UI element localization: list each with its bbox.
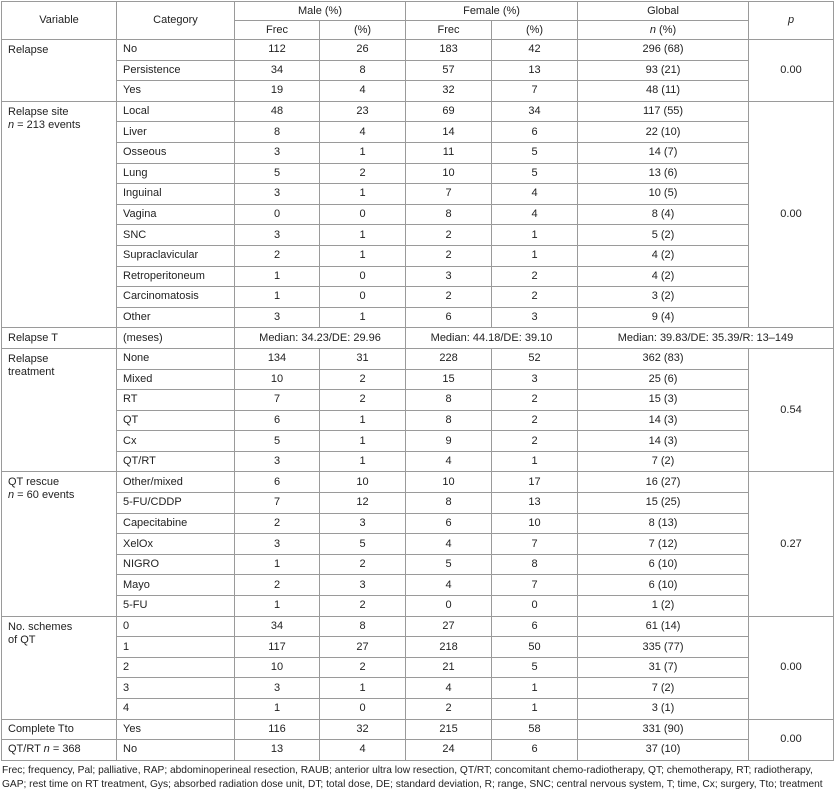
variable-n-label: n: [43, 743, 50, 756]
male-pct-cell: 31: [320, 348, 406, 369]
table-row: [2, 81, 834, 102]
table-row: [2, 451, 834, 472]
male-pct-cell: 2: [320, 554, 406, 575]
header-female: Female (%): [406, 2, 578, 21]
male-frec-cell: 3: [235, 184, 320, 205]
category-cell: Lung: [117, 163, 235, 184]
male-frec-cell: 48: [235, 101, 320, 122]
table-row: [2, 204, 834, 225]
table-row: [2, 678, 834, 699]
male-pct-cell: 1: [320, 225, 406, 246]
category-cell: 3: [117, 678, 235, 699]
variable-label: QT/RT: [8, 743, 44, 756]
category-cell: SNC: [117, 225, 235, 246]
male-pct-cell: 1: [320, 307, 406, 328]
category-cell: Mayo: [117, 575, 235, 596]
male-pct-cell: 5: [320, 534, 406, 555]
table-row: [2, 554, 834, 575]
category-cell: Osseous: [117, 142, 235, 163]
female-pct-cell: 2: [492, 390, 578, 411]
variable-label: QT rescue: [8, 476, 60, 489]
table-row: [2, 431, 834, 452]
male-pct-cell: 8: [320, 616, 406, 637]
category-cell: Carcinomatosis: [117, 287, 235, 308]
category-cell: No: [117, 740, 235, 761]
header-p-text: p: [787, 14, 795, 26]
variable-label: treatment: [8, 365, 55, 378]
female-frec-cell: 4: [406, 575, 492, 596]
male-frec-cell: 1: [235, 287, 320, 308]
male-median-cell: Median: 34.23/DE: 29.96: [235, 328, 406, 349]
male-pct-cell: 1: [320, 451, 406, 472]
female-frec-cell: 57: [406, 60, 492, 81]
female-pct-cell: 7: [492, 575, 578, 596]
variable-cell: [2, 101, 117, 328]
female-frec-cell: 11: [406, 142, 492, 163]
female-pct-cell: 2: [492, 410, 578, 431]
female-frec-cell: 6: [406, 513, 492, 534]
male-frec-cell: 2: [235, 513, 320, 534]
male-frec-cell: 10: [235, 657, 320, 678]
category-cell: Capecitabine: [117, 513, 235, 534]
female-pct-cell: 4: [492, 184, 578, 205]
global-cell: 37 (10): [578, 740, 749, 761]
table-row: [2, 245, 834, 266]
female-pct-cell: 3: [492, 369, 578, 390]
male-pct-cell: 1: [320, 431, 406, 452]
male-frec-cell: 134: [235, 348, 320, 369]
results-table: [1, 1, 834, 761]
header-global: Global: [578, 2, 749, 21]
global-cell: 14 (3): [578, 410, 749, 431]
male-frec-cell: 112: [235, 40, 320, 61]
female-frec-cell: 8: [406, 410, 492, 431]
variable-label: Relapse site: [8, 105, 69, 118]
global-cell: 7 (2): [578, 678, 749, 699]
table-row: [2, 348, 834, 369]
female-pct-cell: 2: [492, 287, 578, 308]
category-cell: 2: [117, 657, 235, 678]
female-frec-cell: 183: [406, 40, 492, 61]
male-pct-cell: 10: [320, 472, 406, 493]
category-cell: None: [117, 348, 235, 369]
male-frec-cell: 13: [235, 740, 320, 761]
category-cell: Liver: [117, 122, 235, 143]
female-median-cell: Median: 44.18/DE: 39.10: [406, 328, 578, 349]
category-cell: 1: [117, 637, 235, 658]
male-frec-cell: 117: [235, 637, 320, 658]
category-cell: Mixed: [117, 369, 235, 390]
table-row: [2, 534, 834, 555]
female-pct-cell: 7: [492, 81, 578, 102]
table-row: [2, 637, 834, 658]
male-frec-cell: 3: [235, 142, 320, 163]
table-row: [2, 101, 834, 122]
global-cell: 3 (1): [578, 699, 749, 720]
female-frec-cell: 21: [406, 657, 492, 678]
female-frec-cell: 7: [406, 184, 492, 205]
female-pct-cell: 1: [492, 245, 578, 266]
table-row: [2, 60, 834, 81]
female-pct-cell: 42: [492, 40, 578, 61]
variable-label: Relapse: [8, 44, 49, 56]
female-frec-cell: 2: [406, 225, 492, 246]
category-cell: Persistence: [117, 60, 235, 81]
female-frec-cell: 15: [406, 369, 492, 390]
category-cell: (meses): [117, 328, 235, 349]
male-pct-cell: 3: [320, 575, 406, 596]
female-frec-cell: 4: [406, 534, 492, 555]
female-frec-cell: 3: [406, 266, 492, 287]
female-pct-cell: 2: [492, 431, 578, 452]
male-pct-cell: 27: [320, 637, 406, 658]
p-value-cell: 0.27: [749, 472, 834, 616]
male-pct-cell: 1: [320, 410, 406, 431]
female-pct-cell: 4: [492, 204, 578, 225]
female-pct-cell: 13: [492, 60, 578, 81]
male-frec-cell: 0: [235, 204, 320, 225]
category-cell: 5-FU: [117, 596, 235, 617]
variable-label: of QT: [8, 633, 36, 646]
global-cell: 335 (77): [578, 637, 749, 658]
variable-n-value: = 60 events: [14, 489, 75, 502]
global-cell: 1 (2): [578, 596, 749, 617]
header-male: Male (%): [235, 2, 406, 21]
female-frec-cell: 0: [406, 596, 492, 617]
global-median-cell: Median: 39.83/DE: 35.39/R: 13–149: [578, 328, 834, 349]
global-cell: 15 (3): [578, 390, 749, 411]
global-cell: 93 (21): [578, 60, 749, 81]
male-frec-cell: 2: [235, 575, 320, 596]
female-pct-cell: 0: [492, 596, 578, 617]
global-cell: 5 (2): [578, 225, 749, 246]
male-pct-cell: 1: [320, 245, 406, 266]
male-pct-cell: 1: [320, 184, 406, 205]
female-frec-cell: 24: [406, 740, 492, 761]
table-row: [2, 122, 834, 143]
male-frec-cell: 116: [235, 719, 320, 740]
male-pct-cell: 2: [320, 657, 406, 678]
female-pct-cell: 8: [492, 554, 578, 575]
female-pct-cell: 3: [492, 307, 578, 328]
female-pct-cell: 58: [492, 719, 578, 740]
global-cell: 22 (10): [578, 122, 749, 143]
male-frec-cell: 3: [235, 225, 320, 246]
male-pct-cell: 0: [320, 699, 406, 720]
male-frec-cell: 8: [235, 122, 320, 143]
table-row: [2, 390, 834, 411]
header-global-pct: (%): [655, 23, 677, 36]
global-cell: 6 (10): [578, 575, 749, 596]
male-frec-cell: 1: [235, 554, 320, 575]
table-row: [2, 575, 834, 596]
global-cell: 14 (3): [578, 431, 749, 452]
male-frec-cell: 19: [235, 81, 320, 102]
female-frec-cell: 2: [406, 699, 492, 720]
global-cell: 10 (5): [578, 184, 749, 205]
female-pct-cell: 7: [492, 534, 578, 555]
male-pct-cell: 0: [320, 266, 406, 287]
male-frec-cell: 5: [235, 431, 320, 452]
global-cell: 331 (90): [578, 719, 749, 740]
female-frec-cell: 8: [406, 390, 492, 411]
female-pct-cell: 1: [492, 699, 578, 720]
category-cell: RT: [117, 390, 235, 411]
male-pct-cell: 23: [320, 101, 406, 122]
male-frec-cell: 1: [235, 266, 320, 287]
female-frec-cell: 8: [406, 204, 492, 225]
table-row: [2, 225, 834, 246]
category-cell: Cx: [117, 431, 235, 452]
male-pct-cell: 12: [320, 493, 406, 514]
table-row: [2, 142, 834, 163]
female-frec-cell: 4: [406, 678, 492, 699]
variable-n-value: = 368: [49, 743, 81, 756]
table-row: [2, 616, 834, 637]
female-frec-cell: 32: [406, 81, 492, 102]
variable-cell: [2, 740, 117, 761]
global-cell: 8 (13): [578, 513, 749, 534]
category-cell: Yes: [117, 719, 235, 740]
p-value-cell: 0.00: [749, 101, 834, 328]
male-frec-cell: 7: [235, 390, 320, 411]
global-cell: 6 (10): [578, 554, 749, 575]
female-frec-cell: 10: [406, 163, 492, 184]
category-cell: 4: [117, 699, 235, 720]
variable-label: No. schemes: [8, 620, 73, 633]
header-male-frec: Frec: [235, 21, 320, 40]
male-pct-cell: 2: [320, 369, 406, 390]
male-pct-cell: 0: [320, 204, 406, 225]
p-value-cell: 0.54: [749, 348, 834, 472]
female-frec-cell: 4: [406, 451, 492, 472]
global-cell: 16 (27): [578, 472, 749, 493]
female-pct-cell: 6: [492, 122, 578, 143]
global-cell: 14 (7): [578, 142, 749, 163]
female-pct-cell: 5: [492, 163, 578, 184]
variable-cell: [2, 616, 117, 719]
female-frec-cell: 2: [406, 287, 492, 308]
female-pct-cell: 5: [492, 142, 578, 163]
variable-cell: Complete Tto: [2, 719, 117, 740]
female-frec-cell: 27: [406, 616, 492, 637]
header-female-frec: Frec: [406, 21, 492, 40]
female-pct-cell: 17: [492, 472, 578, 493]
male-frec-cell: 3: [235, 307, 320, 328]
table-row: [2, 513, 834, 534]
male-frec-cell: 3: [235, 678, 320, 699]
table-row: [2, 307, 834, 328]
variable-n-label: n: [8, 489, 15, 502]
male-frec-cell: 6: [235, 410, 320, 431]
female-frec-cell: 218: [406, 637, 492, 658]
table-row: [2, 699, 834, 720]
global-cell: 8 (4): [578, 204, 749, 225]
variable-n-value: = 213 events: [14, 118, 81, 131]
global-cell: 7 (12): [578, 534, 749, 555]
global-cell: 15 (25): [578, 493, 749, 514]
female-pct-cell: 52: [492, 348, 578, 369]
table-row: [2, 596, 834, 617]
table-row: [2, 266, 834, 287]
female-pct-cell: 5: [492, 657, 578, 678]
male-pct-cell: 2: [320, 163, 406, 184]
global-cell: 61 (14): [578, 616, 749, 637]
category-cell: Retroperitoneum: [117, 266, 235, 287]
global-cell: 4 (2): [578, 245, 749, 266]
table-row: [2, 410, 834, 431]
table-body: [2, 40, 834, 761]
male-frec-cell: 34: [235, 616, 320, 637]
header-variable: Variable: [2, 2, 117, 40]
male-pct-cell: 8: [320, 60, 406, 81]
male-frec-cell: 10: [235, 369, 320, 390]
male-frec-cell: 1: [235, 596, 320, 617]
table-row: [2, 472, 834, 493]
female-pct-cell: 50: [492, 637, 578, 658]
category-cell: QT/RT: [117, 451, 235, 472]
female-frec-cell: 228: [406, 348, 492, 369]
male-frec-cell: 1: [235, 699, 320, 720]
variable-cell: Relapse T: [2, 328, 117, 349]
female-frec-cell: 8: [406, 493, 492, 514]
table-row: [2, 40, 834, 61]
male-pct-cell: 32: [320, 719, 406, 740]
header-male-pct: (%): [320, 21, 406, 40]
female-pct-cell: 34: [492, 101, 578, 122]
male-frec-cell: 3: [235, 451, 320, 472]
global-cell: 296 (68): [578, 40, 749, 61]
category-cell: 0: [117, 616, 235, 637]
male-pct-cell: 4: [320, 81, 406, 102]
male-frec-cell: 6: [235, 472, 320, 493]
header-category: Category: [117, 2, 235, 40]
female-pct-cell: 1: [492, 225, 578, 246]
global-cell: 4 (2): [578, 266, 749, 287]
global-cell: 9 (4): [578, 307, 749, 328]
category-cell: Yes: [117, 81, 235, 102]
female-frec-cell: 69: [406, 101, 492, 122]
table-row: [2, 287, 834, 308]
female-pct-cell: 13: [492, 493, 578, 514]
category-cell: Supraclavicular: [117, 245, 235, 266]
header-p: [749, 2, 834, 40]
male-frec-cell: 3: [235, 534, 320, 555]
global-cell: 7 (2): [578, 451, 749, 472]
variable-cell: [2, 348, 117, 472]
male-pct-cell: 1: [320, 142, 406, 163]
male-pct-cell: 0: [320, 287, 406, 308]
male-pct-cell: 4: [320, 740, 406, 761]
table-container: [0, 1, 834, 792]
header-female-pct: (%): [492, 21, 578, 40]
global-cell: 25 (6): [578, 369, 749, 390]
female-frec-cell: 6: [406, 307, 492, 328]
female-pct-cell: 1: [492, 451, 578, 472]
female-frec-cell: 215: [406, 719, 492, 740]
female-pct-cell: 6: [492, 616, 578, 637]
table-row: [2, 719, 834, 740]
female-frec-cell: 5: [406, 554, 492, 575]
global-cell: 31 (7): [578, 657, 749, 678]
male-frec-cell: 7: [235, 493, 320, 514]
category-cell: Inguinal: [117, 184, 235, 205]
p-value-cell: 0.00: [749, 719, 834, 760]
table-row: [2, 657, 834, 678]
table-row: [2, 369, 834, 390]
category-cell: 5-FU/CDDP: [117, 493, 235, 514]
global-cell: 13 (6): [578, 163, 749, 184]
category-cell: No: [117, 40, 235, 61]
relapse-time-row: [2, 328, 834, 349]
variable-cell: [2, 40, 117, 102]
category-cell: Vagina: [117, 204, 235, 225]
variable-n-label: n: [8, 118, 15, 131]
female-frec-cell: 9: [406, 431, 492, 452]
p-value-cell: 0.00: [749, 616, 834, 719]
female-frec-cell: 2: [406, 245, 492, 266]
table-row: [2, 184, 834, 205]
category-cell: Local: [117, 101, 235, 122]
header-row: [2, 2, 834, 21]
male-pct-cell: 2: [320, 596, 406, 617]
male-pct-cell: 1: [320, 678, 406, 699]
female-frec-cell: 10: [406, 472, 492, 493]
male-frec-cell: 5: [235, 163, 320, 184]
male-frec-cell: 34: [235, 60, 320, 81]
female-pct-cell: 2: [492, 266, 578, 287]
male-pct-cell: 26: [320, 40, 406, 61]
female-pct-cell: 10: [492, 513, 578, 534]
male-pct-cell: 3: [320, 513, 406, 534]
table-row: [2, 493, 834, 514]
category-cell: QT: [117, 410, 235, 431]
global-cell: 117 (55): [578, 101, 749, 122]
global-cell: 362 (83): [578, 348, 749, 369]
female-frec-cell: 14: [406, 122, 492, 143]
global-cell: 3 (2): [578, 287, 749, 308]
male-pct-cell: 4: [320, 122, 406, 143]
female-pct-cell: 1: [492, 678, 578, 699]
header-global-npct: [578, 21, 749, 40]
category-cell: NIGRO: [117, 554, 235, 575]
category-cell: Other/mixed: [117, 472, 235, 493]
variable-cell: [2, 472, 117, 616]
table-row: [2, 163, 834, 184]
male-pct-cell: 2: [320, 390, 406, 411]
global-cell: 48 (11): [578, 81, 749, 102]
table-row: [2, 740, 834, 761]
category-cell: XelOx: [117, 534, 235, 555]
female-pct-cell: 6: [492, 740, 578, 761]
male-frec-cell: 2: [235, 245, 320, 266]
variable-label: Relapse: [8, 352, 49, 365]
p-value-cell: 0.00: [749, 40, 834, 102]
footnote: Frec; frequency, Pal; palliative, RAP; abdominoperineal resection, RAUB; anterior ultra low resection, QT/RT; concomitant chemo-radiotherapy, QT; chemotherapy, RT; radiotherapy, GAP; rest time on RT treatment, Gys; absorbed radiation dose unit, DT; total dose, DE; standard deviation, R; range, SNC; central nervous system, T; time, Cx; surgery, Tto; treatment: [2, 764, 823, 790]
category-cell: Other: [117, 307, 235, 328]
header-global-n: n: [649, 23, 656, 36]
